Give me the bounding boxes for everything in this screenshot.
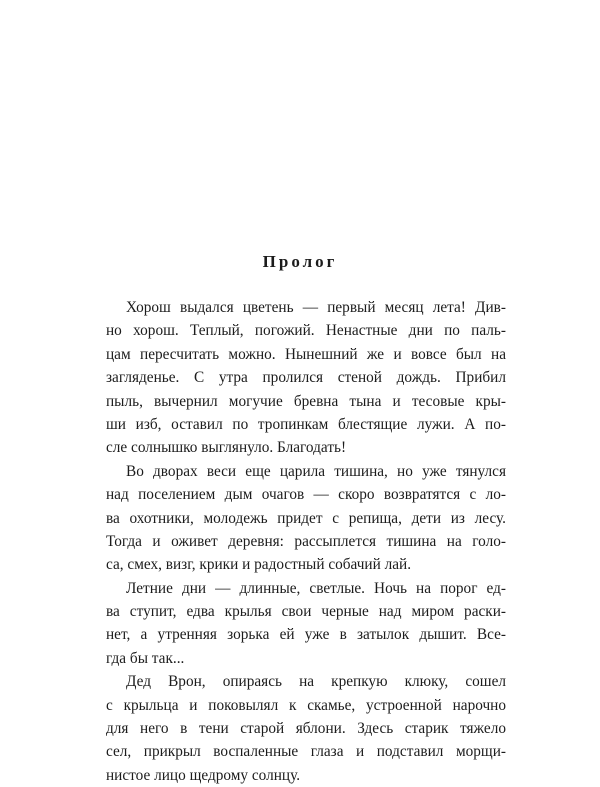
- text-line: загляденье. С утра пролился стеной дождь. Прибил: [106, 369, 506, 387]
- text-line: пыль, вычернил могучие бревна тына и тесовые кры-: [106, 392, 506, 410]
- text-line: Тогда и оживет деревня: рассыплется тишина на голо-: [106, 532, 506, 550]
- text-line: Летние дни — длинные, светлые. Ночь на порог ед-: [126, 579, 506, 597]
- text-line: гда бы так...: [106, 649, 185, 667]
- chapter-text: [106, 296, 506, 787]
- text-line: нистое лицо щедрому солнцу.: [106, 766, 301, 784]
- text-line: сле солнышко выглянуло. Благодать!: [106, 439, 347, 457]
- text-line: ва ступит, едва крылья свои черные над миром раски-: [106, 603, 506, 621]
- text-line: са, смех, визг, крики и радостный собачий лай.: [106, 556, 412, 574]
- chapter-title: Пролог: [262, 252, 338, 271]
- text-line: ва охотники, молодежь придет с репища, дети из лесу.: [106, 509, 506, 527]
- text-line: но хорош. Теплый, погожий. Ненастные дни по паль-: [106, 322, 506, 340]
- text-line: Дед Врон, опираясь на крепкую клюку, сошел: [126, 673, 506, 691]
- text-line: Во дворах веси еще царила тишина, но уже тянулся: [126, 462, 506, 480]
- text-line: сел, прикрыл воспаленные глаза и подставил морщи-: [106, 743, 506, 761]
- text-line: Хорош выдался цветень — первый месяц лета! Див-: [126, 299, 506, 316]
- text-line: над поселением дым очагов — скоро возвратятся с ло-: [106, 486, 506, 504]
- text-line: цам пересчитать можно. Нынешний же и вовсе был на: [106, 345, 506, 363]
- text-line: нет, а утренняя зорька ей уже в затылок дышит. Все-: [106, 626, 506, 644]
- text-line: ши изб, оставил по тропинкам блестящие лужи. А по-: [106, 415, 506, 433]
- text-line: с крыльца и поковылял к скамье, устроенной нарочно: [106, 696, 506, 714]
- text-line: для него в тени старой яблони. Здесь старик тяжело: [106, 720, 506, 738]
